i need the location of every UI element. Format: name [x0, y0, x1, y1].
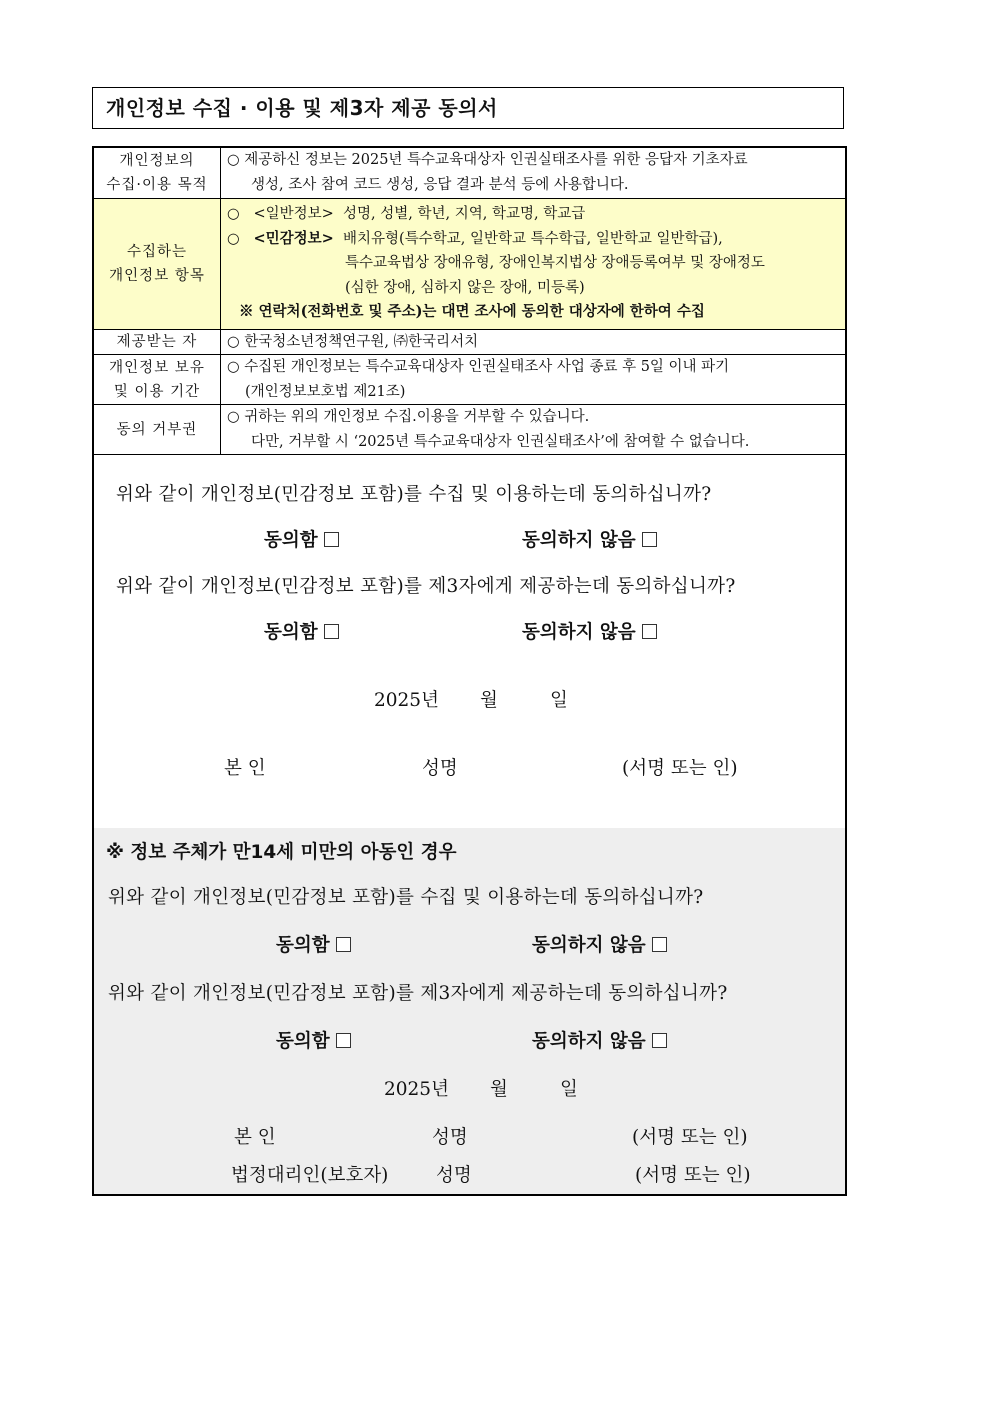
child-date-day: 일	[560, 1079, 578, 1100]
items-row	[94, 198, 845, 329]
refusal-label: 동의 거부권	[94, 405, 221, 455]
purpose-content: ○ 제공하신 정보는 2025년 특수교육대상자 인권실태조사를 위한 응답자 기초자료 생성, 조사 참여 코드 생성, 응답 결과 분석 등에 사용합니다.	[221, 148, 846, 198]
child-disagree-third-party-checkbox[interactable]	[652, 1033, 667, 1048]
purpose-label: 개인정보의 수집·이용 목적	[94, 148, 221, 198]
child-disagree-collect-option: 동의하지 않음	[532, 931, 667, 957]
disagree-collect-checkbox[interactable]	[642, 532, 657, 547]
child-signature-label: (서명 또는 인)	[632, 1127, 748, 1148]
signature-label: (서명 또는 인)	[622, 758, 738, 779]
child-section-title: ※ 정보 주체가 만14세 미만의 아동인 경우	[106, 842, 457, 863]
items-label: 수집하는 개인정보 항목	[94, 198, 221, 329]
child-disagree-collect-checkbox[interactable]	[652, 937, 667, 952]
child-agree-collect-option: 동의함	[276, 931, 351, 957]
child-agree-collect-checkbox[interactable]	[336, 937, 351, 952]
child-agree-third-party-option: 동의함	[276, 1027, 351, 1053]
retention-label: 개인정보 보유 및 이용 기간	[94, 355, 221, 405]
agree-third-party-checkbox[interactable]	[324, 624, 339, 639]
refusal-content: ○ 귀하는 위의 개인정보 수집.이용을 거부할 수 있습니다. 다만, 거부할 시 ‘2025년 특수교육대상자 인권실태조사’에 참여할 수 없습니다.	[221, 405, 846, 455]
consent-question-third-party: 위와 같이 개인정보(민감정보 포함)를 제3자에게 제공하는데 동의하십니까?	[116, 576, 736, 597]
contact-note: ※ 연락처(전화번호 및 주소)는 대면 조사에 동의한 대상자에 한하여 수집	[239, 303, 705, 321]
disagree-third-party-option: 동의하지 않음	[522, 618, 657, 644]
guardian-label: 법정대리인(보호자)	[231, 1165, 389, 1186]
self-label: 본 인	[224, 758, 266, 779]
consent-question-collect: 위와 같이 개인정보(민감정보 포함)를 수집 및 이용하는데 동의하십니까?	[116, 484, 712, 505]
recipient-content: ○ 한국청소년정책연구원, ㈜한국리서치	[221, 329, 846, 355]
child-agree-third-party-checkbox[interactable]	[336, 1033, 351, 1048]
sensitive-info-line: ○ <민감정보> 배치유형(특수학교, 일반학교 특수학급, 일반학교 일반학급),	[227, 229, 723, 247]
agree-third-party-option: 동의함	[264, 618, 339, 644]
document-title: 개인정보 수집 · 이용 및 제3자 제공 동의서	[92, 87, 844, 129]
disagree-third-party-checkbox[interactable]	[642, 624, 657, 639]
recipient-row	[94, 329, 845, 355]
items-content: ○ <일반정보> 성명, 성별, 학년, 지역, 학교명, 학교급 ○ <민감정보> 배치유형(특수학교, 일반학교 특수학급, 일반학교 일반학급), 특수교육법상 장애유형, 장애인복지법상 장애등록여부 및 장애정도 (심한 장애, 심하지 않은 장애, 미등록) ※ 연락처(전화번호 및 주소)는 대면 조사에 동의한 대상자에 한하여 수집	[221, 198, 846, 329]
recipient-label: 제공받는 자	[94, 329, 221, 355]
child-self-label: 본 인	[234, 1127, 276, 1148]
child-name-label: 성명	[432, 1127, 468, 1148]
child-section	[94, 828, 845, 1194]
child-date-year: 2025년	[384, 1079, 449, 1100]
retention-row	[94, 355, 845, 405]
child-disagree-third-party-option: 동의하지 않음	[532, 1027, 667, 1053]
disagree-collect-option: 동의하지 않음	[522, 526, 657, 552]
consent-form	[92, 146, 847, 1196]
info-table	[94, 148, 845, 455]
refusal-row	[94, 405, 845, 455]
child-question-collect: 위와 같이 개인정보(민감정보 포함)를 수집 및 이용하는데 동의하십니까?	[108, 887, 704, 908]
guardian-signature-label: (서명 또는 인)	[635, 1165, 751, 1186]
name-label: 성명	[422, 758, 458, 779]
date-month: 월	[480, 690, 498, 711]
date-year: 2025년	[374, 690, 439, 711]
guardian-name-label: 성명	[436, 1165, 472, 1186]
child-question-third-party: 위와 같이 개인정보(민감정보 포함)를 제3자에게 제공하는데 동의하십니까?	[108, 983, 728, 1004]
agree-collect-checkbox[interactable]	[324, 532, 339, 547]
general-info-line: ○ <일반정보> 성명, 성별, 학년, 지역, 학교명, 학교급	[227, 206, 586, 223]
purpose-row	[94, 148, 845, 198]
date-day: 일	[550, 690, 568, 711]
agree-collect-option: 동의함	[264, 526, 339, 552]
retention-content: ○ 수집된 개인정보는 특수교육대상자 인권실태조사 사업 종료 후 5일 이내 파기 (개인정보보호법 제21조)	[221, 355, 846, 405]
child-date-month: 월	[490, 1079, 508, 1100]
